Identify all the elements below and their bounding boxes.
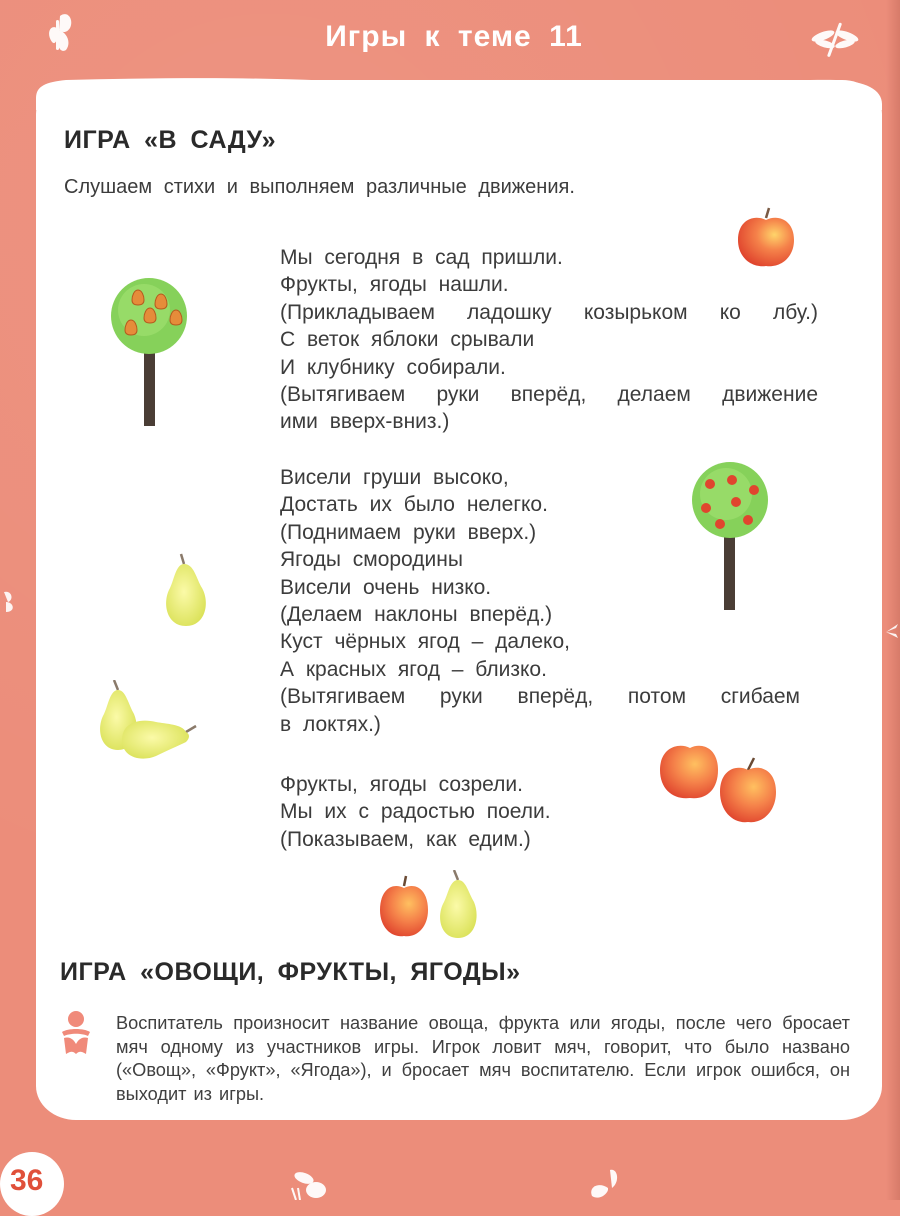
apple-tree-icon xyxy=(686,462,774,612)
page-number-badge xyxy=(0,1152,64,1216)
poem-line: (Прикладываем ладошку козырьком ко лбу.) xyxy=(280,300,818,324)
page-number: 36 xyxy=(10,1164,44,1197)
poem-line: Фрукты, ягоды созрели. xyxy=(280,773,523,796)
poem-line: ими вверх-вниз.) xyxy=(280,410,450,434)
poem-line: Достать их было нелегко. xyxy=(280,493,548,517)
two-pears-icon xyxy=(96,680,202,764)
butterfly-icon xyxy=(580,1168,630,1200)
poem-line: И клубнику собирали. xyxy=(280,355,506,379)
game1-title: ИГРА «В САДУ» xyxy=(64,126,277,154)
two-apples-icon xyxy=(658,740,782,828)
poem-line: (Вытягиваем руки вперёд, потом сгибаем xyxy=(280,685,800,709)
pear-tree-icon xyxy=(104,276,194,428)
poem-line: Ягоды смородины xyxy=(280,548,463,572)
poem-stanza-3 xyxy=(280,771,551,853)
apple-icon xyxy=(736,206,796,270)
page-header-title: Игры к теме 11 xyxy=(325,20,583,53)
poem-line: С веток яблоки срывали xyxy=(280,328,535,352)
poem-line: в локтях.) xyxy=(280,712,381,736)
bee-icon xyxy=(286,1168,346,1200)
pear-icon xyxy=(160,552,212,630)
poem-line: Мы сегодня в сад пришли. xyxy=(280,246,563,269)
poem-line: (Показываем, как едим.) xyxy=(280,827,531,851)
game2-title: ИГРА «ОВОЩИ, ФРУКТЫ, ЯГОДЫ» xyxy=(60,958,521,986)
poem-line: Мы их с радостью поели. xyxy=(280,800,551,824)
butterfly-icon xyxy=(0,588,22,616)
game1-intro: Слушаем стихи и выполняем различные движения. xyxy=(64,176,575,198)
apple-and-pear-icon xyxy=(378,870,488,940)
poem-line: Фрукты, ягоды нашли. xyxy=(280,273,509,297)
page-gutter-shadow xyxy=(886,0,900,1200)
poem-stanza-1 xyxy=(280,244,818,436)
poem-line: Висели груши высоко, xyxy=(280,466,509,489)
poem-line: (Делаем наклоны вперёд.) xyxy=(280,603,553,627)
teacher-icon xyxy=(58,1010,94,1058)
poem-line: (Вытягиваем руки вперёд, делаем движение xyxy=(280,383,818,407)
card-wave-edge xyxy=(36,70,882,110)
poem-line: А красных ягод – близко. xyxy=(280,657,547,681)
game2-description: Воспитатель произносит название овоща, фрукта или ягоды, после чего бросает мяч одному из участников игры. Игрок ловит мяч, говорит, что было названо («Овощ», «Фрукт», «Ягода»), и бросает мяч воспитателю. Если игрок ошибся, он выходит из игры. xyxy=(116,1013,850,1104)
poem-line: Висели очень низко. xyxy=(280,575,492,599)
dragonfly-icon xyxy=(884,620,900,644)
poem-line: Куст чёрных ягод – далеко, xyxy=(280,630,570,654)
poem-line: (Поднимаем руки вверх.) xyxy=(280,520,537,544)
